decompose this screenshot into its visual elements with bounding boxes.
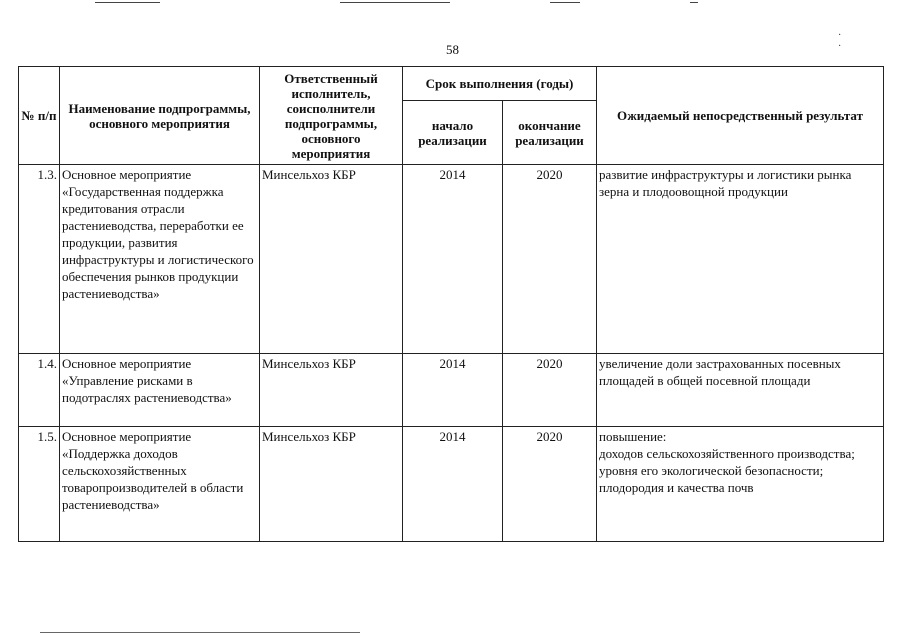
row-name: Основное мероприятие «Государственная поддержка кредитования отрасли растениеводства, переработки ее продукции, развития инфраструктуры и логистического обеспечения рынков продукции растениеводства» bbox=[60, 165, 260, 354]
row-responsible: Минсельхоз КБР bbox=[260, 427, 403, 542]
result-line: уровня его экологической безопасности; bbox=[599, 463, 824, 478]
result-line: доходов сельскохозяйственного производства; bbox=[599, 446, 855, 461]
row-name: Основное мероприятие «Поддержка доходов сельскохозяйственных товаропроизводителей в области растениеводства» bbox=[60, 427, 260, 542]
row-number: 1.4. bbox=[19, 354, 60, 427]
row-start-year: 2014 bbox=[403, 427, 503, 542]
row-result bbox=[597, 354, 884, 427]
header-term: Срок выполнения (годы) bbox=[403, 67, 597, 101]
result-line: плодородия и качества почв bbox=[599, 480, 754, 495]
scan-specks: · · bbox=[838, 30, 870, 52]
header-name: Наименование подпрограммы, основного мероприятия bbox=[60, 67, 260, 165]
header-start: начало реализации bbox=[403, 101, 503, 165]
program-table bbox=[18, 66, 884, 542]
result-line: повышение: bbox=[599, 429, 667, 444]
header-result: Ожидаемый непосредственный результат bbox=[597, 67, 884, 165]
top-scan-marks bbox=[0, 0, 905, 8]
table-row bbox=[19, 165, 884, 354]
row-number: 1.3. bbox=[19, 165, 60, 354]
header-num: № п/п bbox=[19, 67, 60, 165]
row-responsible: Минсельхоз КБР bbox=[260, 354, 403, 427]
header-end: окончание реализации bbox=[503, 101, 597, 165]
row-end-year: 2020 bbox=[503, 427, 597, 542]
row-start-year: 2014 bbox=[403, 165, 503, 354]
row-end-year: 2020 bbox=[503, 354, 597, 427]
row-result bbox=[597, 165, 884, 354]
header-responsible: Ответственный исполнитель, соисполнители подпрограммы, основного мероприятия bbox=[260, 67, 403, 165]
result-line: увеличение доли застрахованных посевных площадей в общей посевной площади bbox=[599, 356, 841, 388]
row-name: Основное мероприятие «Управление рисками в подотраслях растениеводства» bbox=[60, 354, 260, 427]
row-number: 1.5. bbox=[19, 427, 60, 542]
table-row bbox=[19, 427, 884, 542]
row-responsible: Минсельхоз КБР bbox=[260, 165, 403, 354]
row-start-year: 2014 bbox=[403, 354, 503, 427]
result-line: развитие инфраструктуры и логистики рынка зерна и плодоовощной продукции bbox=[599, 167, 852, 199]
page-number: 58 bbox=[446, 42, 459, 57]
table-row bbox=[19, 354, 884, 427]
row-end-year: 2020 bbox=[503, 165, 597, 354]
bottom-scan-line bbox=[40, 632, 360, 633]
row-result bbox=[597, 427, 884, 542]
